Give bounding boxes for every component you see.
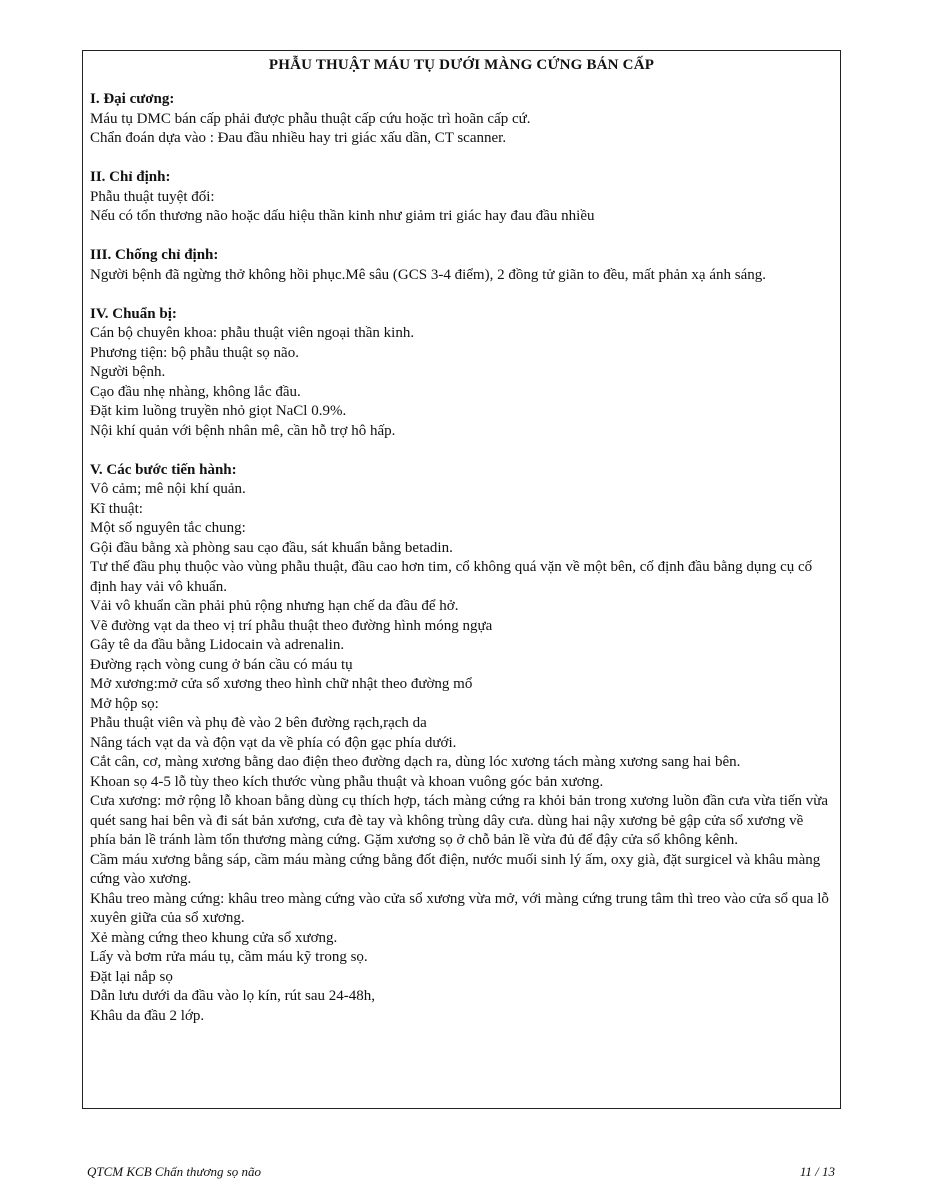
section-heading: III. Chống chỉ định: (90, 247, 219, 263)
section-line: Cắt cân, cơ, màng xương bằng dao điện theo đường dạch ra, dùng lóc xương tách màng xương sang hai bên. (90, 754, 741, 770)
section-line: Mở hộp sọ: (90, 695, 159, 712)
section-line: Đặt kim luồng truyền nhỏ giọt NaCl 0.9%. (90, 403, 347, 419)
section-line: Cưa xương: mở rộng lỗ khoan bằng dùng cụ thích hợp, tách màng cứng ra khỏi bản trong xương luồn đần cưa vừa tiến vừa quét sang hai bên và đi sát bản xương, cưa đè tay và không trùng dây cưa. dùng hai nậy xương bẻ gập cửa sổ xương về phía bản lề tránh làm tổn thương màng cứng. Gặm xương sọ ở chỗ bản lề vừa đủ để đậy cửa sổ không kênh. (90, 793, 829, 848)
footer-page-number: 11 / 13 (799, 1164, 835, 1179)
document-body (90, 90, 832, 1046)
section-line: Người bệnh. (90, 364, 166, 380)
section-line: Nội khí quản với bệnh nhân mê, cần hỗ trợ hô hấp. (90, 422, 396, 439)
section-line: Cạo đầu nhẹ nhàng, không lắc đầu. (90, 383, 301, 400)
footer-document-name: QTCM KCB Chấn thương sọ não (87, 1164, 262, 1179)
section-line: Nâng tách vạt da và độn vạt da về phía có độn gạc phía dưới. (90, 734, 457, 751)
section-line: Gội đầu bằng xà phòng sau cạo đầu, sát khuẩn bằng betadin. (90, 539, 453, 556)
section-line: Gây tê da đầu bằng Lidocain và adrenalin. (90, 637, 345, 653)
section-heading: II. Chỉ định: (90, 169, 171, 185)
section-line: Xẻ màng cứng theo khung cửa sổ xương. (90, 929, 338, 946)
section-line: Mở xương:mở cửa sổ xương theo hình chữ nhật theo đường mổ (90, 676, 473, 692)
section-3 (90, 246, 832, 285)
section-line: Lấy và bơm rửa máu tụ, cầm máu kỹ trong sọ. (90, 949, 368, 965)
section-2 (90, 168, 832, 227)
section-5 (90, 461, 832, 1027)
section-heading: V. Các bước tiến hành: (90, 461, 237, 478)
section-line: Phương tiện: bộ phẫu thuật sọ não. (90, 344, 299, 361)
section-line: Người bệnh đã ngừng thở không hồi phục.Mê sâu (GCS 3-4 điểm), 2 đồng tử giãn to đều, mất phản xạ ánh sáng. (90, 266, 766, 283)
section-line: Khâu treo màng cứng: khâu treo màng cứng vào cửa sổ xương vừa mở, với màng cứng trung tâm thì treo vào cửa sổ qua lỗ xuyên giữa của sổ xương. (90, 890, 829, 926)
section-line: Kĩ thuật: (90, 500, 143, 517)
section-line: Vẽ đường vạt da theo vị trí phẫu thuật theo đường hình móng ngựa (90, 617, 493, 634)
document-title: PHẪU THUẬT MÁU TỤ DƯỚI MÀNG CỨNG BÁN CẤP (268, 57, 655, 73)
section-line: Phẫu thuật tuyệt đối: (90, 188, 215, 205)
section-line: Vải vô khuẩn cần phải phủ rộng nhưng hạn chế da đầu để hở. (90, 598, 459, 614)
section-4 (90, 305, 832, 442)
section-line: Nếu có tổn thương não hoặc dấu hiệu thần kinh như giảm tri giác hay đau đầu nhiều (90, 208, 595, 224)
section-line: Cán bộ chuyên khoa: phẫu thuật viên ngoại thần kinh. (90, 325, 415, 341)
page-frame (82, 50, 841, 1109)
section-line: Dẫn lưu dưới da đầu vào lọ kín, rút sau 24-48h, (90, 988, 375, 1004)
section-line: Khoan sọ 4-5 lỗ tùy theo kích thước vùng phẫu thuật và khoan vuông góc bản xương. (90, 773, 604, 790)
section-line: Cầm máu xương bằng sáp, cầm máu màng cứng bằng đốt điện, nước muối sinh lý ấm, oxy già, đặt surgicel và khâu màng cứng vào xương. (90, 851, 821, 887)
section-line: Vô cảm; mê nội khí quản. (90, 481, 246, 497)
section-1 (90, 90, 832, 149)
section-line: Khâu da đầu 2 lớp. (90, 1007, 205, 1024)
section-line: Đặt lại nắp sọ (90, 968, 173, 985)
section-line: Chẩn đoán dựa vào : Đau đầu nhiều hay tri giác xấu dần, CT scanner. (90, 130, 507, 146)
section-line: Tư thế đầu phụ thuộc vào vùng phẫu thuật, đầu cao hơn tim, cổ không quá vặn về một bên, cố định đầu bằng dụng cụ cố định hay vải vô khuẩn. (90, 559, 813, 595)
section-heading: IV. Chuẩn bị: (90, 305, 177, 322)
section-line: Đường rạch vòng cung ở bán cầu có máu tụ (90, 656, 353, 673)
section-line: Một số nguyên tắc chung: (90, 520, 246, 536)
section-line: Máu tụ DMC bán cấp phải được phẫu thuật cấp cứu hoặc trì hoãn cấp cứ. (90, 110, 531, 127)
section-line: Phẫu thuật viên và phụ đè vào 2 bên đường rạch,rạch da (90, 715, 427, 731)
section-heading: I. Đại cương: (90, 91, 175, 107)
